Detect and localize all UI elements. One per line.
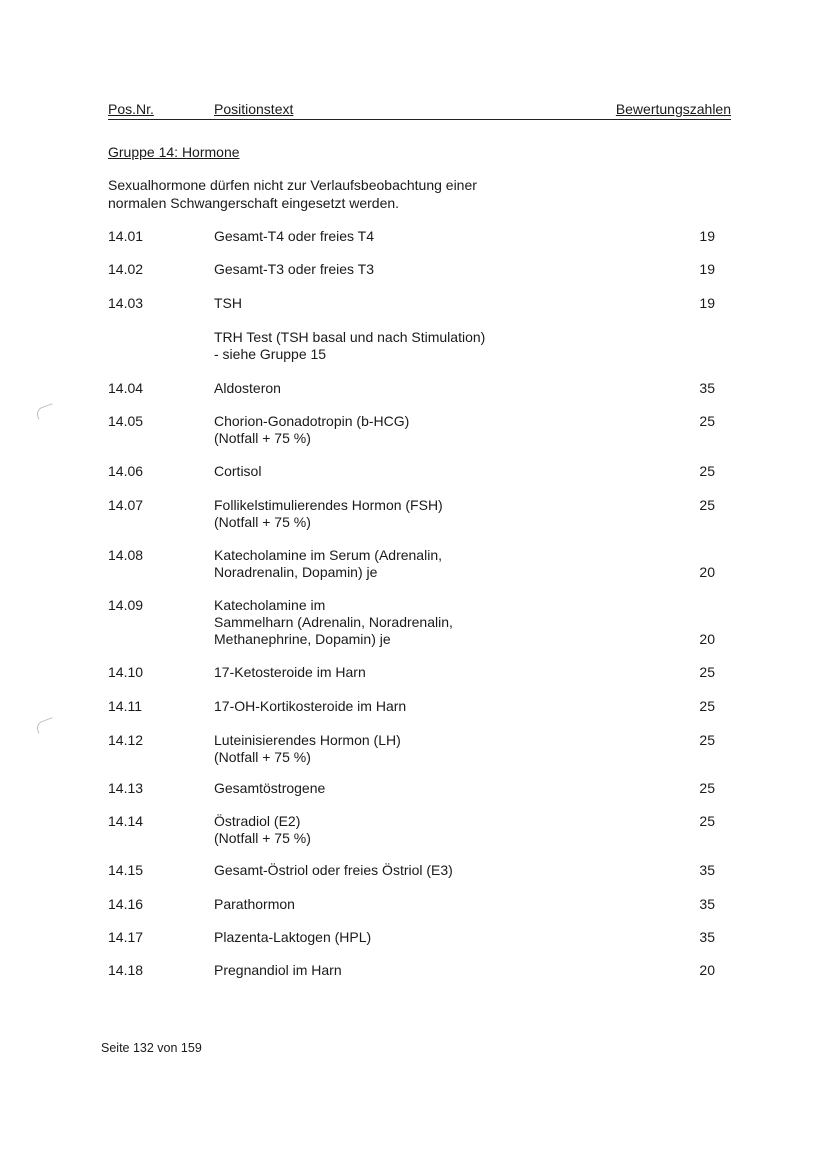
position-text bbox=[214, 698, 634, 715]
position-number: 14.08 bbox=[108, 547, 144, 563]
position-number: 14.09 bbox=[108, 597, 144, 613]
rating-value: 35 bbox=[699, 896, 715, 912]
position-text bbox=[214, 664, 634, 681]
table-header bbox=[108, 101, 731, 120]
position-text-line: (Notfall + 75 %) bbox=[214, 830, 311, 846]
position-text-line: Aldosteron bbox=[214, 380, 281, 396]
rating-value: 25 bbox=[699, 732, 715, 748]
rating-value: 20 bbox=[699, 564, 715, 580]
position-text-line: Sammelharn (Adrenalin, Noradrenalin, bbox=[214, 614, 453, 630]
rating-value: 19 bbox=[699, 261, 715, 277]
header-text-label: Positionstext bbox=[214, 101, 294, 117]
rating-value: 35 bbox=[699, 380, 715, 396]
position-number: 14.06 bbox=[108, 463, 144, 479]
rating-value: 35 bbox=[699, 862, 715, 878]
rating-value: 19 bbox=[699, 295, 715, 311]
scan-mark bbox=[35, 403, 57, 420]
position-number: 14.03 bbox=[108, 295, 144, 311]
page-footer: Seite 132 von 159 bbox=[101, 1041, 202, 1055]
header-rating-label: Bewertungszahlen bbox=[615, 101, 731, 117]
header-pos-label: Pos.Nr. bbox=[108, 101, 154, 117]
position-text-line: (Notfall + 75 %) bbox=[214, 430, 311, 446]
note-line: Sexualhormone dürfen nicht zur Verlaufsbeobachtung einer bbox=[108, 177, 477, 193]
rating-value: 35 bbox=[699, 929, 715, 945]
position-text bbox=[214, 497, 634, 531]
position-text-line: Plazenta-Laktogen (HPL) bbox=[214, 929, 372, 945]
position-text-line: Parathormon bbox=[214, 896, 295, 912]
position-number: 14.01 bbox=[108, 228, 144, 244]
position-text bbox=[214, 862, 634, 879]
position-text-line: Gesamtöstrogene bbox=[214, 780, 326, 796]
position-text bbox=[214, 380, 634, 397]
position-text-line: TRH Test (TSH basal und nach Stimulation) bbox=[214, 329, 486, 345]
position-text-line: Pregnandiol im Harn bbox=[214, 962, 342, 978]
group-title: Gruppe 14: Hormone bbox=[108, 144, 240, 160]
position-number: 14.13 bbox=[108, 780, 144, 796]
rating-value: 25 bbox=[699, 698, 715, 714]
position-number: 14.10 bbox=[108, 664, 144, 680]
position-number: 14.18 bbox=[108, 962, 144, 978]
position-text bbox=[214, 547, 634, 581]
position-number: 14.14 bbox=[108, 813, 144, 829]
position-text-line: Luteinisierendes Hormon (LH) bbox=[214, 732, 401, 748]
position-text-line: (Notfall + 75 %) bbox=[214, 749, 311, 765]
position-text bbox=[214, 780, 634, 797]
position-text bbox=[214, 329, 634, 363]
position-text-line: (Notfall + 75 %) bbox=[214, 514, 311, 530]
position-text-line: Cortisol bbox=[214, 463, 262, 479]
position-number: 14.04 bbox=[108, 380, 144, 396]
rating-value: 25 bbox=[699, 664, 715, 680]
position-number: 14.07 bbox=[108, 497, 144, 513]
position-text bbox=[214, 597, 634, 648]
position-text bbox=[214, 295, 634, 312]
rating-value: 20 bbox=[699, 962, 715, 978]
position-number: 14.12 bbox=[108, 732, 144, 748]
position-text bbox=[214, 813, 634, 847]
position-text-line: Katecholamine im Serum (Adrenalin, bbox=[214, 547, 442, 563]
position-text-line: Noradrenalin, Dopamin) je bbox=[214, 564, 378, 580]
position-text bbox=[214, 929, 634, 946]
note-line: normalen Schwangerschaft eingesetzt werden. bbox=[108, 195, 400, 211]
position-text-line: Follikelstimulierendes Hormon (FSH) bbox=[214, 497, 443, 513]
position-text-line: TSH bbox=[214, 295, 242, 311]
position-number: 14.15 bbox=[108, 862, 144, 878]
position-number: 14.02 bbox=[108, 261, 144, 277]
position-text-line: Chorion-Gonadotropin (b-HCG) bbox=[214, 413, 410, 429]
rating-value: 25 bbox=[699, 463, 715, 479]
position-text-line: Gesamt-Östriol oder freies Östriol (E3) bbox=[214, 862, 453, 878]
position-text bbox=[214, 962, 634, 979]
rating-value: 25 bbox=[699, 813, 715, 829]
position-text bbox=[214, 228, 634, 245]
position-text bbox=[214, 261, 634, 278]
position-number: 14.05 bbox=[108, 413, 144, 429]
group-note bbox=[108, 176, 528, 212]
scan-mark bbox=[35, 717, 57, 734]
position-text bbox=[214, 896, 634, 913]
position-text-line: Gesamt-T3 oder freies T3 bbox=[214, 261, 375, 277]
rating-value: 25 bbox=[699, 413, 715, 429]
position-text-line: 17-Ketosteroide im Harn bbox=[214, 664, 366, 680]
position-text-line: Gesamt-T4 oder freies T4 bbox=[214, 228, 375, 244]
position-text-line: Methanephrine, Dopamin) je bbox=[214, 631, 391, 647]
position-text bbox=[214, 413, 634, 447]
position-text-line: Östradiol (E2) bbox=[214, 813, 301, 829]
rating-value: 25 bbox=[699, 780, 715, 796]
position-number: 14.11 bbox=[108, 698, 142, 714]
position-number: 14.17 bbox=[108, 929, 144, 945]
rating-value: 20 bbox=[699, 631, 715, 647]
position-number: 14.16 bbox=[108, 896, 144, 912]
position-text bbox=[214, 463, 634, 480]
position-text-line: 17-OH-Kortikosteroide im Harn bbox=[214, 698, 407, 714]
position-text-line: - siehe Gruppe 15 bbox=[214, 346, 327, 362]
rating-value: 19 bbox=[699, 228, 715, 244]
position-text bbox=[214, 732, 634, 766]
rating-value: 25 bbox=[699, 497, 715, 513]
position-text-line: Katecholamine im bbox=[214, 597, 326, 613]
